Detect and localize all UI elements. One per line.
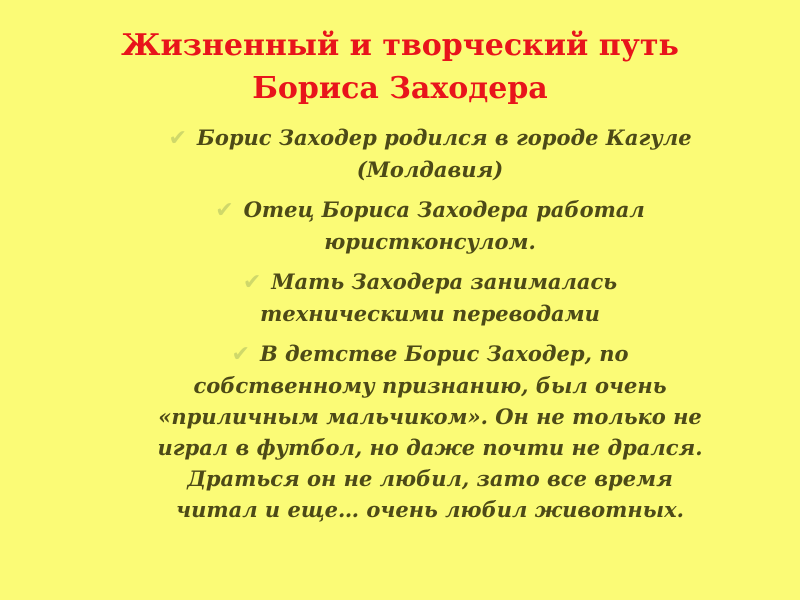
bullet-item-4 xyxy=(80,338,780,525)
bullet-item-3 xyxy=(80,266,780,329)
bullet-2-line-1: Отец Бориса Заходера работал xyxy=(243,197,645,222)
bullet-4-line-2: собственному признанию, был очень xyxy=(193,373,667,398)
check-icon: ✔ xyxy=(168,126,187,151)
check-icon: ✔ xyxy=(215,198,234,223)
check-icon: ✔ xyxy=(231,342,250,367)
bullet-item-2 xyxy=(80,194,780,257)
bullet-3-line-2: техническими переводами xyxy=(260,301,600,326)
bullet-4-line-1: В детстве Борис Заходер, по xyxy=(259,341,629,366)
bullet-1-line-1: Борис Заходер родился в городе Кагуле xyxy=(196,125,692,150)
bullet-4-line-4: играл в футбол, но даже почти не дрался. xyxy=(157,435,703,460)
title-line-1: Жизненный и творческий путь xyxy=(121,28,679,63)
bullet-2-line-2: юристконсулом. xyxy=(324,229,536,254)
bullet-4-line-3: «приличным мальчиком». Он не только не xyxy=(158,404,702,429)
title-line-2: Бориса Заходера xyxy=(252,71,548,106)
check-icon: ✔ xyxy=(242,270,262,295)
bullet-3-line-1: Мать Заходера занималась xyxy=(271,269,618,294)
bullet-1-line-2: (Молдавия) xyxy=(356,157,504,182)
bullet-list xyxy=(80,122,780,534)
bullet-item-1 xyxy=(80,122,780,185)
slide-title xyxy=(0,24,800,110)
bullet-4-line-5: Драться он не любил, зато все время xyxy=(187,466,673,491)
bullet-4-line-6: читал и еще… очень любил животных. xyxy=(176,497,684,522)
